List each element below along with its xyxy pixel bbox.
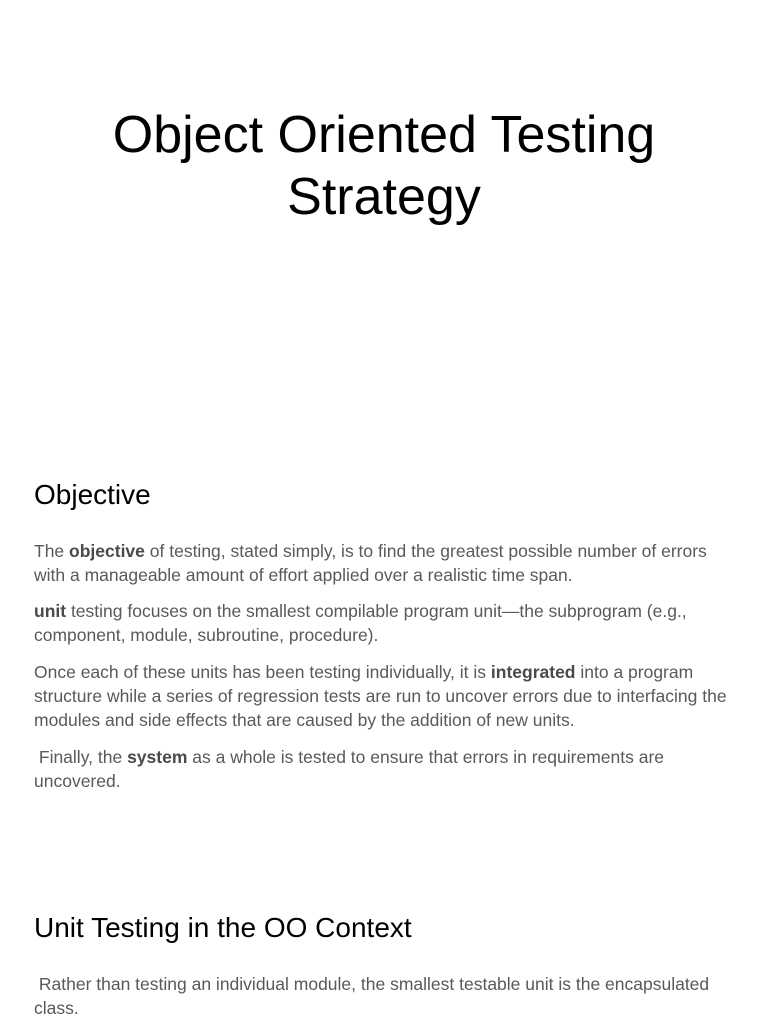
paragraph-integrated-pre: Once each of these units has been testing individually, it is (34, 662, 491, 682)
paragraph-integrated-post: into a program structure while a series of regression tests are run to uncover errors due to interfacing the modules and side effects that are caused by the addition of new units. (34, 662, 727, 730)
paragraph-system-pre: Finally, the (34, 747, 128, 767)
paragraph-unit (34, 599, 739, 647)
paragraph-system-bold: system (127, 747, 188, 767)
paragraph-system (34, 745, 739, 793)
page-title-line-1: Object Oriented Testing (112, 106, 656, 164)
paragraph-objective-post: of testing, stated simply, is to find the greatest possible number of errors with a manageable amount of effort applied over a realistic time span. (34, 541, 707, 585)
paragraph-encapsulated-class: Rather than testing an individual module, the smallest testable unit is the encapsulated class. (34, 974, 715, 1018)
paragraph-unit-post: testing focuses on the smallest compilable program unit—the subprogram (e.g., component, module, subroutine, procedure). (34, 601, 687, 645)
section-heading-unit-testing: Unit Testing in the OO Context (34, 912, 412, 943)
paragraph-system-post: as a whole is tested to ensure that errors in requirements are uncovered. (34, 747, 669, 791)
paragraph-objective (34, 539, 739, 587)
page-title-line-2: Strategy (287, 168, 481, 226)
paragraph-objective-bold: objective (69, 541, 145, 561)
section-heading-objective: Objective (34, 479, 151, 510)
paragraph-integrated-bold: integrated (490, 662, 576, 682)
page-title (0, 104, 768, 228)
paragraph-unit-bold: unit (34, 601, 67, 621)
paragraph-integrated (34, 660, 739, 732)
paragraph-objective-pre: The (34, 541, 70, 561)
